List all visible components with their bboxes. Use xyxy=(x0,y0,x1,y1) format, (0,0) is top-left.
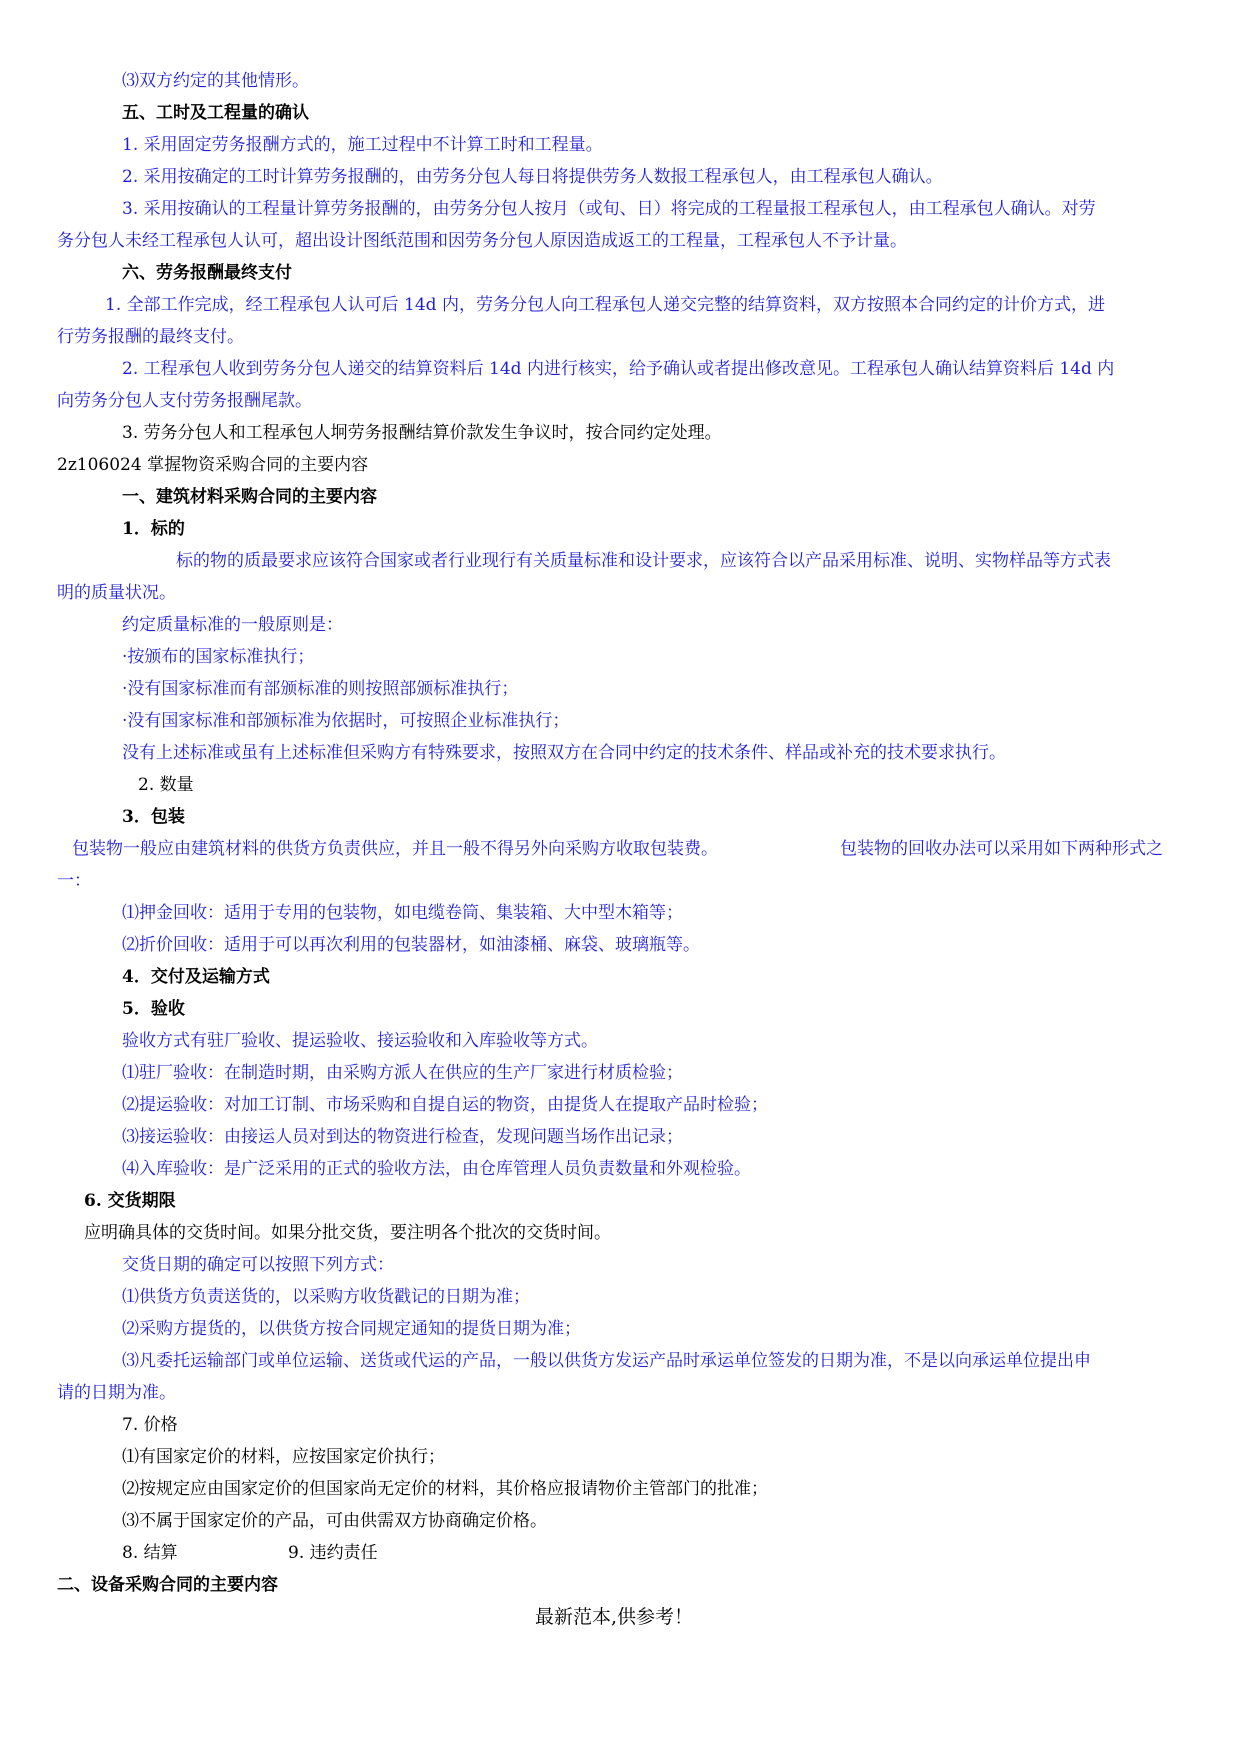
text-line: ⑵折价回收：适用于可以再次利用的包装器材，如油漆桶、麻袋、玻璃瓶等。 xyxy=(122,935,700,955)
text-line: 1. 全部工作完成，经工程承包人认可后 14d 内，劳务分包人向工程承包人递交完整的结算资料，双方按照本合同约定的计价方式，进 xyxy=(105,295,1105,315)
text-line: ⑴有国家定价的材料，应按国家定价执行； xyxy=(122,1447,445,1467)
text-line: 应明确具体的交货时间。如果分批交货，要注明各个批次的交货时间。 xyxy=(84,1223,611,1243)
text-line: ⑷入库验收：是广泛采用的正式的验收方法，由仓库管理人员负责数量和外观检验。 xyxy=(122,1159,751,1179)
text-line: ⑵按规定应由国家定价的但国家尚无定价的材料，其价格应报请物价主管部门的批准； xyxy=(122,1479,768,1499)
text-line: ·没有国家标准而有部颁标准的则按照部颁标准执行； xyxy=(122,679,519,699)
text-line: 请的日期为准。 xyxy=(57,1383,176,1403)
text-line: 包装物的回收办法可以采用如下两种形式之 xyxy=(840,839,1163,859)
heading-line: 5．验收 xyxy=(122,999,185,1019)
text-line: 3. 采用按确认的工程量计算劳务报酬的，由劳务分包人按月（或旬、日）将完成的工程量报工程承包人，由工程承包人确认。对劳 xyxy=(122,199,1096,219)
text-line: ⑶凡委托运输部门或单位运输、送货或代运的产品，一般以供货方发运产品时承运单位签发的日期为准，不是以向承运单位提出申 xyxy=(122,1351,1091,1371)
text-line: ⑶不属于国家定价的产品，可由供需双方协商确定价格。 xyxy=(122,1511,547,1531)
text-line: 标的物的质最要求应该符合国家或者行业现行有关质量标准和设计要求，应该符合以产品采用标准、说明、实物样品等方式表 xyxy=(176,551,1111,571)
footer-note: 最新范本,供参考！ xyxy=(535,1606,694,1628)
text-line: ⑵采购方提货的，以供货方按合同规定通知的提货日期为准； xyxy=(122,1319,581,1339)
text-line: ⑴驻厂验收：在制造时期，由采购方派人在供应的生产厂家进行材质检验； xyxy=(122,1063,683,1083)
heading-line: 五、工时及工程量的确认 xyxy=(122,103,309,123)
text-line: 向劳务分包人支付劳务报酬尾款。 xyxy=(57,391,312,411)
text-line: 2. 数量 xyxy=(138,775,194,795)
heading-line: 6. 交货期限 xyxy=(84,1191,176,1211)
text-line: 8. 结算 xyxy=(122,1543,178,1563)
heading-line: 二、设备采购合同的主要内容 xyxy=(57,1575,278,1595)
text-line: 1. 采用固定劳务报酬方式的，施工过程中不计算工时和工程量。 xyxy=(122,135,603,155)
text-line: ⑵提运验收：对加工订制、市场采购和自提自运的物资，由提货人在提取产品时检验； xyxy=(122,1095,768,1115)
text-line: ⑶双方约定的其他情形。 xyxy=(122,71,309,91)
text-line: ⑶接运验收：由接运人员对到达的物资进行检查，发现问题当场作出记录； xyxy=(122,1127,683,1147)
text-line: 2. 工程承包人收到劳务分包人递交的结算资料后 14d 内进行核实，给予确认或者提出修改意见。工程承包人确认结算资料后 14d 内 xyxy=(122,359,1115,379)
text-line: ·按颁布的国家标准执行； xyxy=(122,647,315,667)
text-line: 约定质量标准的一般原则是： xyxy=(122,615,343,635)
text-line: 验收方式有驻厂验收、提运验收、接运验收和入库验收等方式。 xyxy=(122,1031,598,1051)
text-line: 7. 价格 xyxy=(122,1415,178,1435)
text-line: ⑴押金回收：适用于专用的包装物，如电缆卷筒、集装箱、大中型木箱等； xyxy=(122,903,683,923)
text-line: 3. 劳务分包人和工程承包人坰劳务报酬结算价款发生争议时，按合同约定处理。 xyxy=(122,423,722,443)
text-line: 行劳务报酬的最终支付。 xyxy=(57,327,244,347)
text-line: 9. 违约责任 xyxy=(288,1543,378,1563)
heading-line: 六、劳务报酬最终支付 xyxy=(122,263,292,283)
text-line: 一： xyxy=(57,871,91,891)
text-line: 没有上述标准或虽有上述标准但采购方有特殊要求，按照双方在合同中约定的技术条件、样品或补充的技术要求执行。 xyxy=(122,743,1006,763)
text-line: ·没有国家标准和部颁标准为依据时，可按照企业标准执行； xyxy=(122,711,570,731)
text-line: ⑴供货方负责送货的，以采购方收货戳记的日期为准； xyxy=(122,1287,530,1307)
text-line: 交货日期的确定可以按照下列方式： xyxy=(122,1255,394,1275)
heading-line: 3．包装 xyxy=(122,807,185,827)
text-line: 务分包人未经工程承包人认可，超出设计图纸范围和因劳务分包人原因造成返工的工程量，工程承包人不予计量。 xyxy=(57,231,907,251)
text-line: 2z106024 掌握物资采购合同的主要内容 xyxy=(57,455,369,475)
heading-line: 4．交付及运输方式 xyxy=(122,967,270,987)
text-line: 明的质量状况。 xyxy=(57,583,176,603)
heading-line: 一、建筑材料采购合同的主要内容 xyxy=(122,487,377,507)
text-line: 包装物一般应由建筑材料的供货方负责供应，并且一般不得另外向采购方收取包装费。 xyxy=(72,839,718,859)
heading-line: 1．标的 xyxy=(122,519,185,539)
text-line: 2. 采用按确定的工时计算劳务报酬的，由劳务分包人每日将提供劳务人数报工程承包人，由工程承包人确认。 xyxy=(122,167,943,187)
